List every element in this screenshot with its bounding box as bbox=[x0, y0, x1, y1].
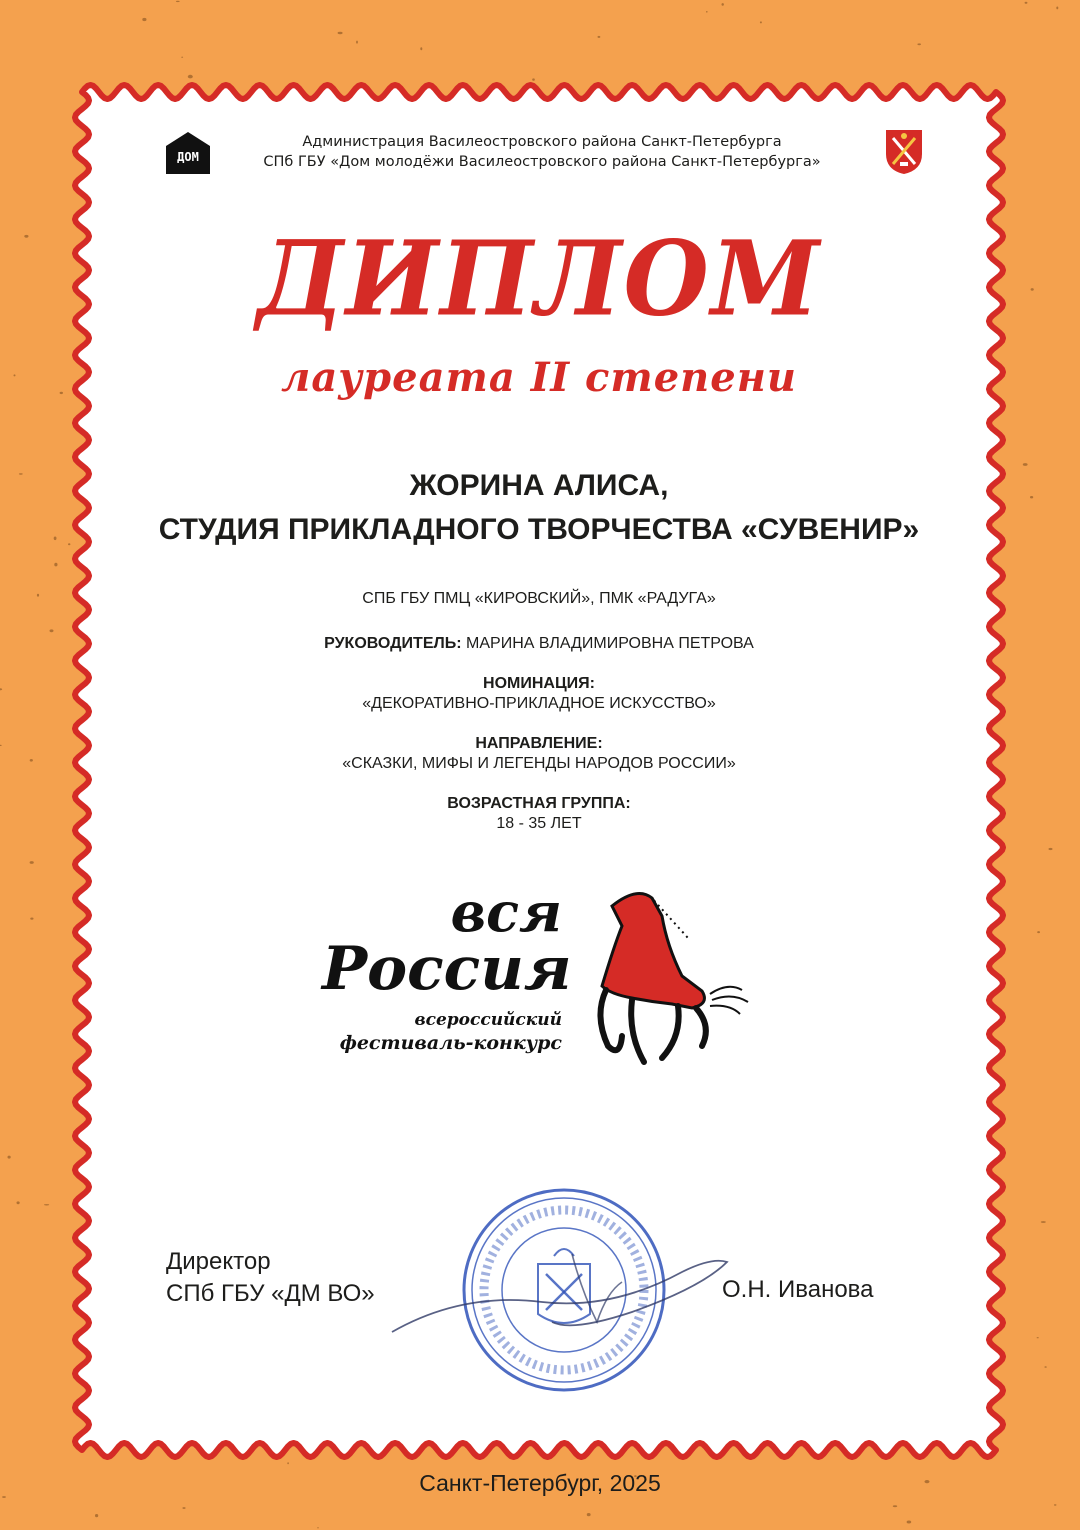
leader-value: МАРИНА ВЛАДИМИРОВНА ПЕТРОВА bbox=[466, 635, 754, 652]
spb-coat-of-arms-icon bbox=[884, 126, 924, 176]
signature-scribble bbox=[382, 1232, 742, 1352]
signer-name: О.Н. Иванова bbox=[722, 1276, 874, 1303]
diploma-title: ДИПЛОМ bbox=[256, 219, 822, 340]
direction-label: НАПРАВЛЕНИЕ: bbox=[475, 735, 603, 752]
direction bbox=[82, 734, 996, 774]
festival-logo-word-1: вся bbox=[450, 880, 562, 944]
recipient-studio: СТУДИЯ ПРИКЛАДНОГО ТВОРЧЕСТВА «СУВЕНИР» bbox=[158, 513, 920, 546]
header-line-2: СПб ГБУ «Дом молодёжи Василеостровского района Санкт-Петербурга» bbox=[263, 154, 821, 170]
festival-logo-word-2: Россия bbox=[322, 934, 572, 1004]
diploma-sheet bbox=[82, 92, 996, 1450]
dom-logo bbox=[164, 130, 212, 176]
header-organizations bbox=[232, 132, 852, 172]
festival-logo-line-4: фестиваль-конкурс bbox=[339, 1032, 562, 1054]
director-position bbox=[166, 1246, 375, 1310]
leader bbox=[82, 634, 996, 654]
age-group-value: 18 - 35 ЛЕТ bbox=[496, 815, 582, 832]
leader-label: РУКОВОДИТЕЛЬ: bbox=[324, 635, 462, 652]
recipient-name: ЖОРИНА АЛИСА, bbox=[409, 469, 669, 502]
age-group bbox=[82, 794, 996, 834]
nomination-label: НОМИНАЦИЯ: bbox=[483, 675, 595, 692]
organization: СПБ ГБУ ПМЦ «КИРОВСКИЙ», ПМК «РАДУГА» bbox=[362, 590, 716, 607]
footer-place-year: Санкт-Петербург, 2025 bbox=[419, 1470, 661, 1496]
dom-logo-text: ДОМ bbox=[177, 150, 199, 164]
festival-logo-line-3: всероссийский bbox=[414, 1010, 562, 1030]
nomination bbox=[82, 674, 996, 714]
director-position-line-1: Директор bbox=[166, 1248, 271, 1275]
diploma-subtitle: лауреата II степени bbox=[281, 354, 797, 401]
direction-value: «СКАЗКИ, МИФЫ И ЛЕГЕНДЫ НАРОДОВ РОССИИ» bbox=[342, 755, 736, 772]
age-group-label: ВОЗРАСТНАЯ ГРУППА: bbox=[447, 795, 631, 812]
recipient-block bbox=[82, 464, 996, 552]
red-horse-icon bbox=[592, 886, 762, 1076]
nomination-value: «ДЕКОРАТИВНО-ПРИКЛАДНОЕ ИСКУССТВО» bbox=[362, 695, 716, 712]
festival-logo bbox=[322, 882, 762, 1082]
header-line-1: Администрация Василеостровского района Санкт-Петербурга bbox=[302, 134, 782, 150]
director-position-line-2: СПб ГБУ «ДМ ВО» bbox=[166, 1280, 375, 1307]
